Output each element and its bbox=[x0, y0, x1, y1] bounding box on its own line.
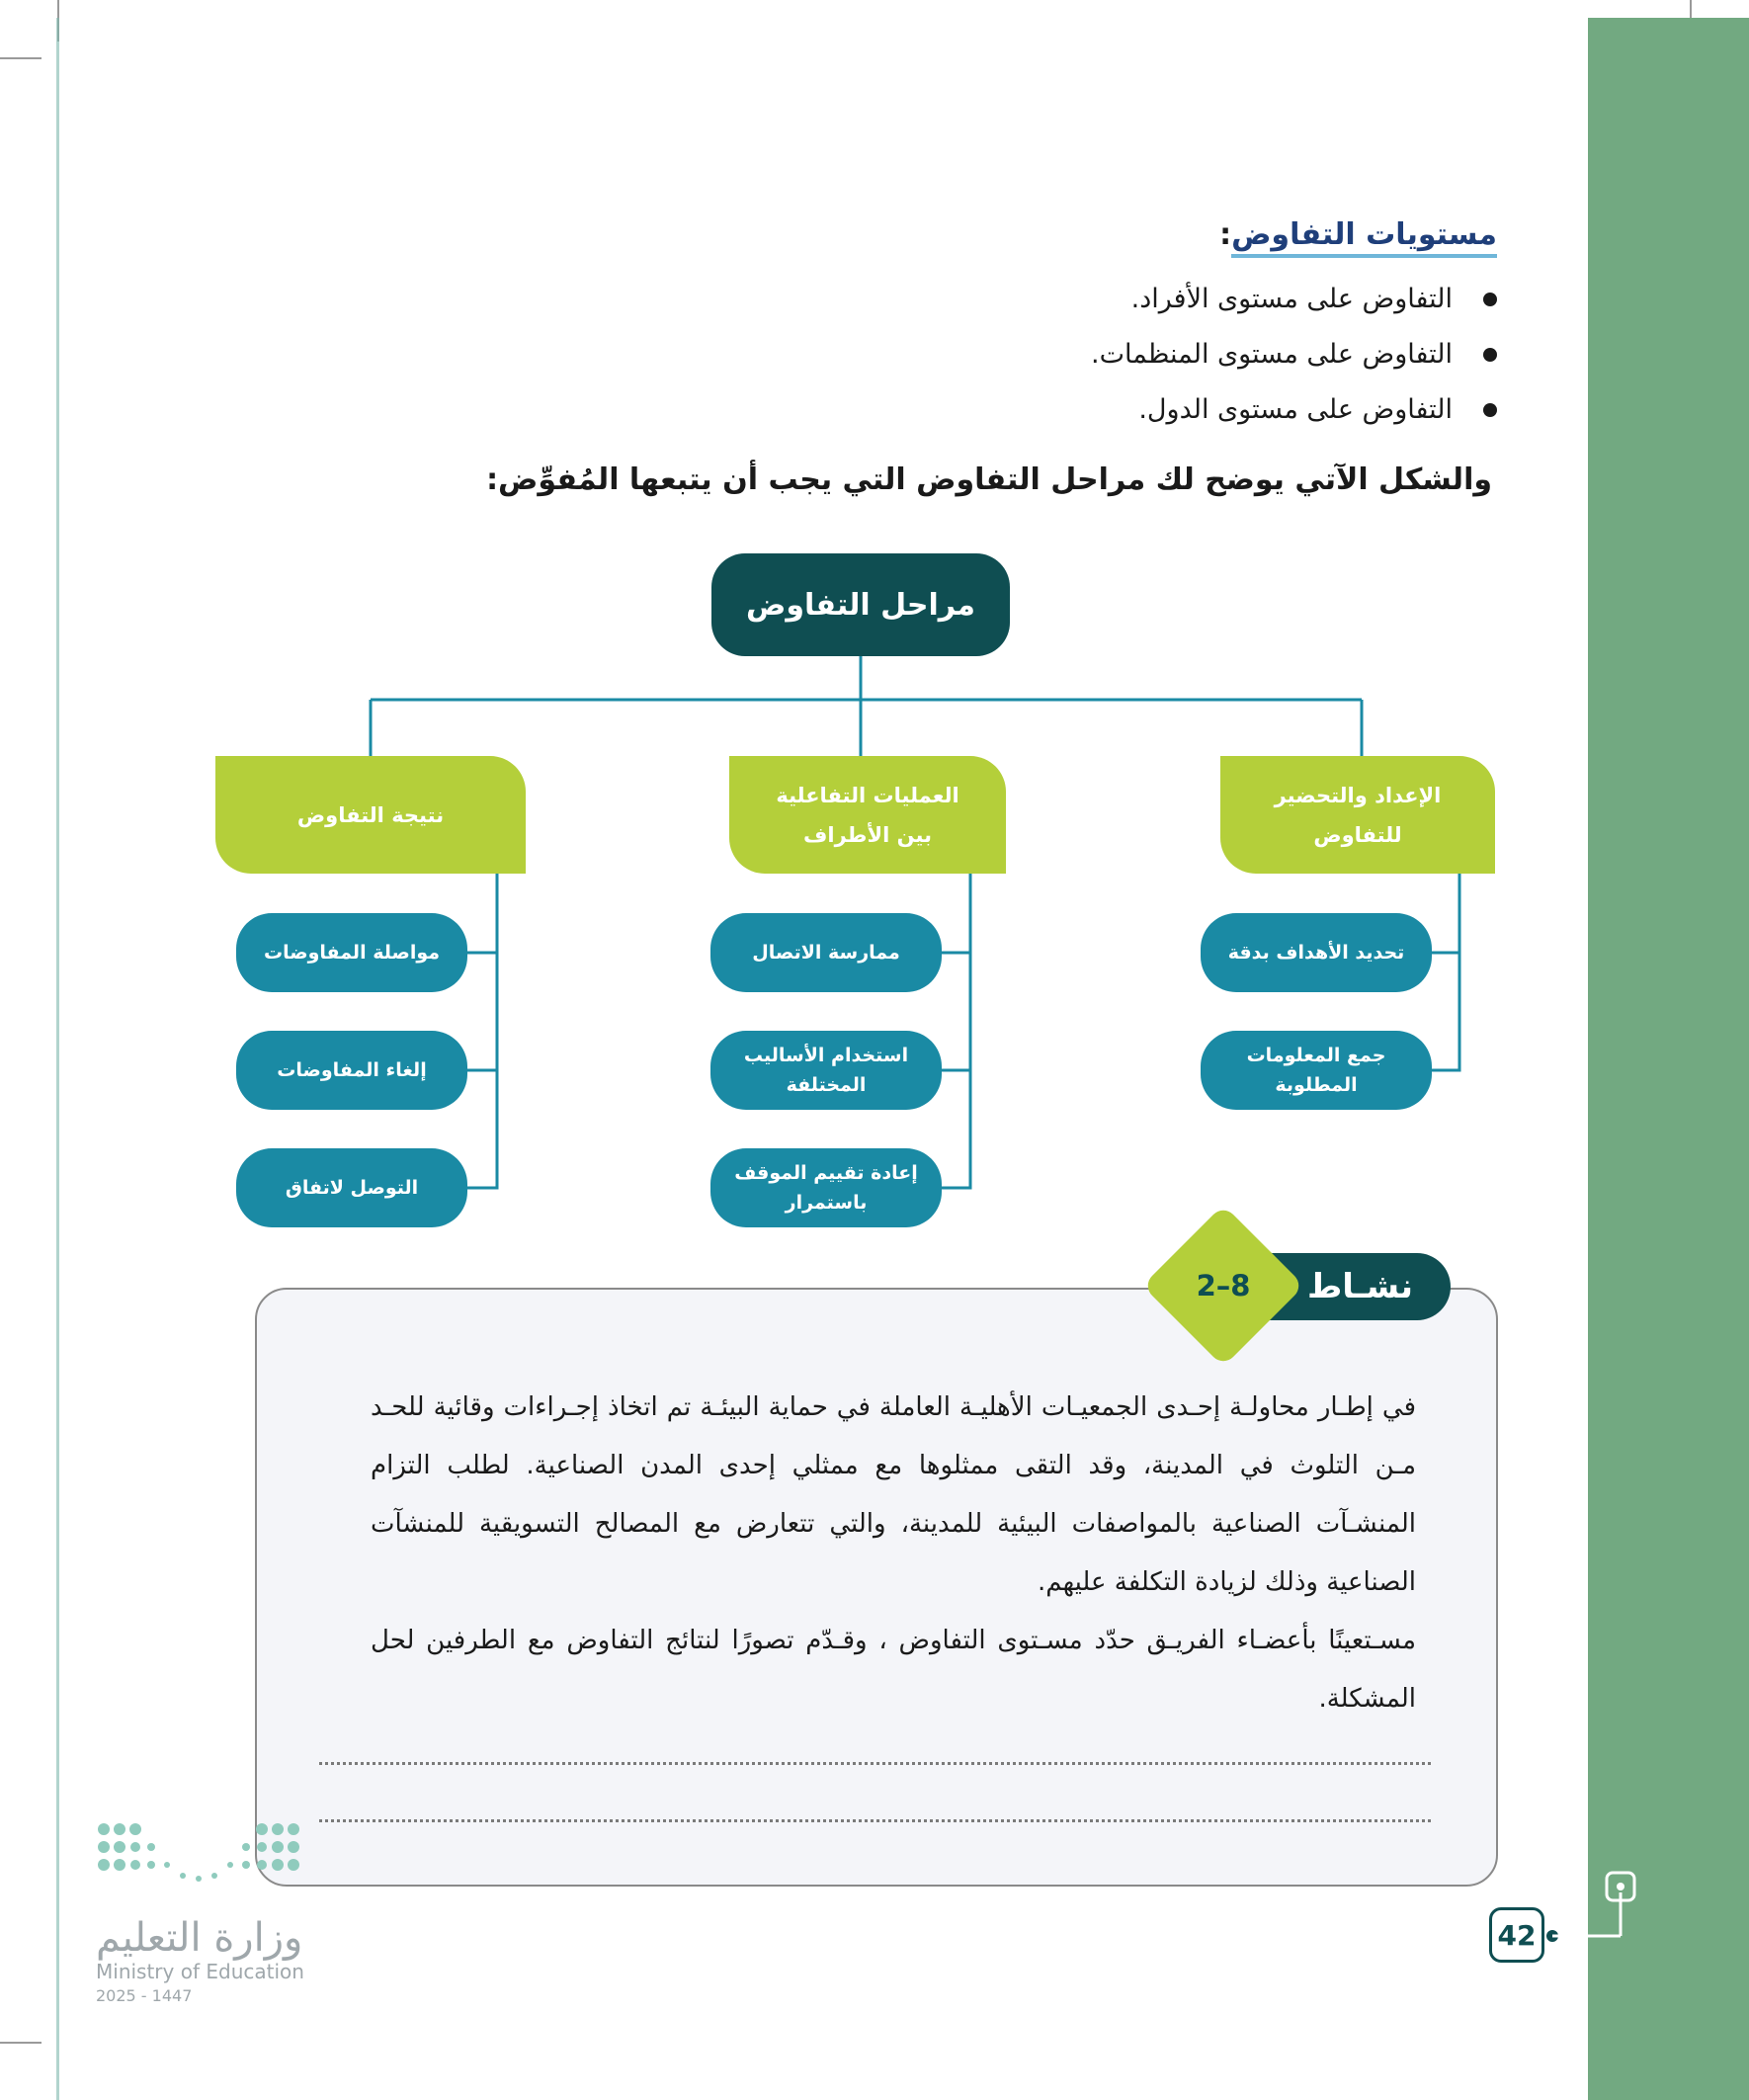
node-preparation-line1: الإعداد والتحضير bbox=[1274, 783, 1442, 807]
side-band bbox=[1588, 18, 1749, 2100]
list-item: التفاوض على مستوى الأفراد. bbox=[1091, 272, 1497, 327]
crop-mark bbox=[0, 2042, 42, 2044]
answer-line[interactable] bbox=[319, 1762, 1431, 1765]
leaf-continue: مواصلة المفاوضات bbox=[236, 913, 467, 992]
node-result-label: نتيجة التفاوض bbox=[296, 802, 445, 827]
answer-line[interactable] bbox=[319, 1819, 1431, 1822]
node-preparation bbox=[1220, 756, 1495, 874]
ministry-arabic: وزارة التعليم bbox=[96, 1915, 303, 1961]
page-number-connector bbox=[1541, 1868, 1650, 1947]
activity-paragraph: في إطـار محاولـة إحـدى الجمعيـات الأهليـة العاملة في حماية البيئـة تم اتخاذ إجـراءات وقائية للحـد مـن التلوث في المدينة، وقد التقى ممثلوها مع ممثلي إحدى المدن الصناعية. لطلب التزام المنشـآت الصناعية بالمواصفات البيئية للمدينة، والتي تتعارض مع المصالح التسويقية للمنشآت الصناعية وذلك لزيادة التكلفة عليهم. bbox=[371, 1392, 1416, 1597]
activity-number: 2–8 bbox=[1196, 1269, 1251, 1302]
leaf-communication bbox=[710, 913, 942, 992]
activity-label: نشـاط bbox=[1230, 1253, 1451, 1320]
node-interactive-line2: بين الأطراف bbox=[803, 822, 932, 847]
leaf-reassess-line2: باستمرار bbox=[785, 1192, 868, 1214]
diagram-root: مراحل التفاوض bbox=[711, 553, 1010, 656]
page-number: 42 bbox=[1489, 1907, 1544, 1963]
node-result bbox=[215, 756, 526, 874]
leaf-reassess bbox=[710, 1148, 942, 1227]
crop-mark bbox=[0, 57, 42, 59]
leaf-methods bbox=[710, 1031, 942, 1110]
levels-list bbox=[1091, 272, 1497, 438]
list-item: التفاوض على مستوى الدول. bbox=[1091, 382, 1497, 438]
leaf-define-goals: تحديد الأهداف بدقة bbox=[1201, 913, 1432, 992]
list-item: التفاوض على مستوى المنظمات. bbox=[1091, 327, 1497, 382]
leaf-agreement: التوصل لاتفاق bbox=[236, 1148, 467, 1227]
leaf-methods-line1: استخدام الأساليب bbox=[743, 1045, 909, 1066]
levels-heading bbox=[1219, 217, 1497, 252]
ministry-logo-icon bbox=[96, 1821, 313, 1900]
activity-paragraph: مسـتعينًا بأعضـاء الفريـق حدّد مسـتوى التفاوض ، وقـدّم تصورًا لنتائج التفاوض مع الطرفين لحل المشكلة. bbox=[371, 1626, 1416, 1714]
diagram-intro: والشكل الآتي يوضح لك مراحل التفاوض التي يجب أن يتبعها المُفوِّض: bbox=[486, 462, 1492, 497]
margin-line bbox=[56, 18, 59, 2100]
activity-text bbox=[371, 1379, 1416, 1728]
node-interactive bbox=[729, 756, 1006, 874]
node-interactive-line1: العمليات التفاعلية bbox=[776, 783, 959, 807]
levels-colon: : bbox=[1219, 217, 1232, 252]
leaf-cancel: إلغاء المفاوضات bbox=[236, 1031, 467, 1110]
leaf-reassess-line1: إعادة تقييم الموقف bbox=[734, 1162, 918, 1184]
leaf-methods-line2: المختلفة bbox=[786, 1074, 867, 1096]
leaf-communication-label: ممارسة الاتصال bbox=[752, 942, 900, 964]
leaf-gather-info: جمع المعلومات المطلوبة bbox=[1201, 1031, 1432, 1110]
levels-title: مستويات التفاوض bbox=[1231, 217, 1497, 258]
ministry-english: Ministry of Education bbox=[96, 1960, 304, 1983]
ministry-year: 2025 - 1447 bbox=[96, 1986, 193, 2005]
node-preparation-line2: للتفاوض bbox=[1313, 822, 1402, 847]
